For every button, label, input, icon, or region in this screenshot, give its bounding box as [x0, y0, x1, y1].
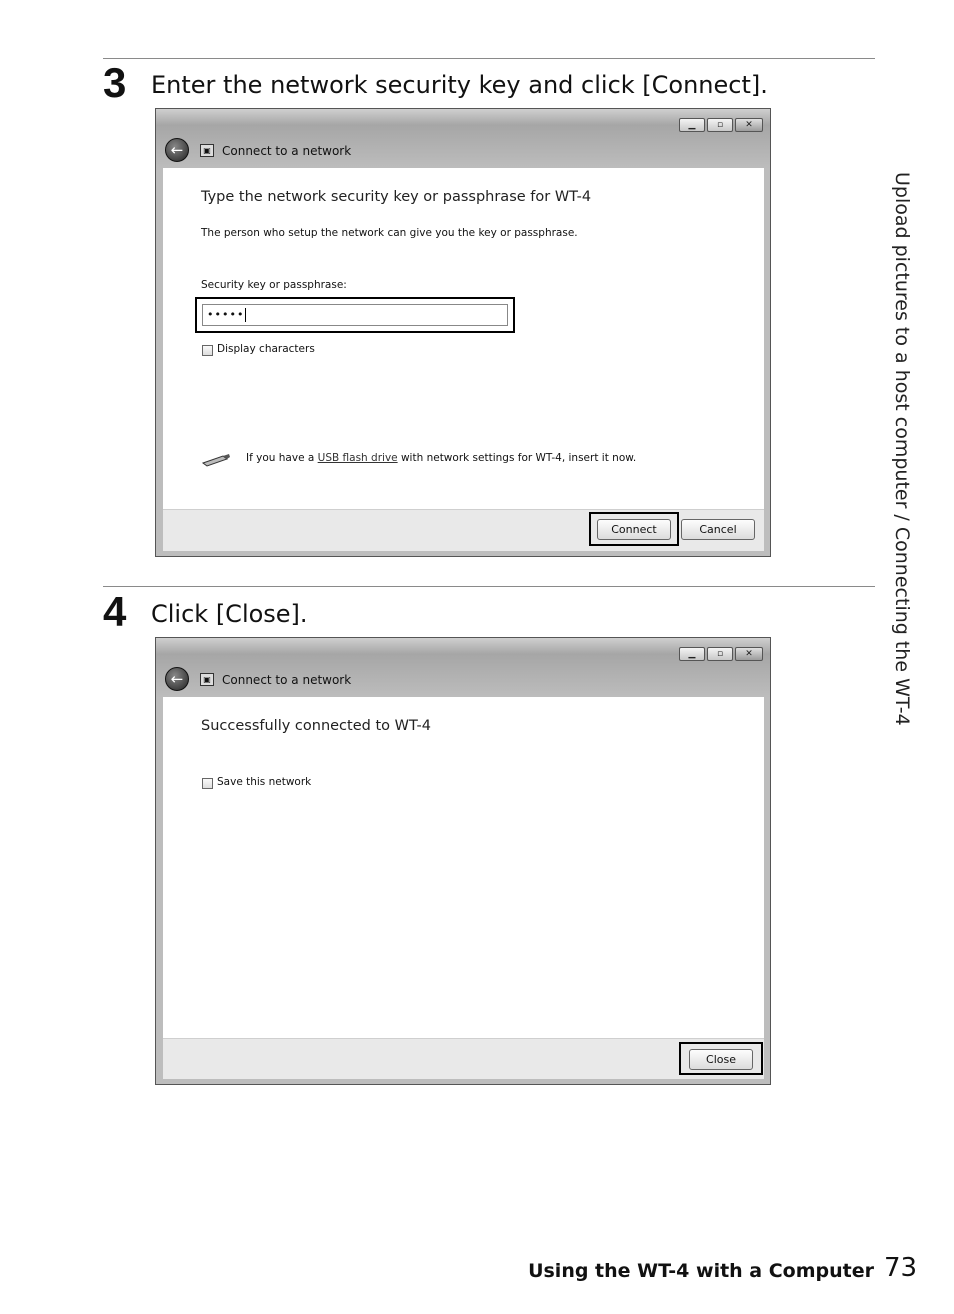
connect-dialog [155, 108, 771, 557]
connect-button[interactable]: Connect [597, 519, 671, 540]
usb-suffix: with network settings for WT-4, insert it now. [397, 452, 637, 464]
page-number: 73 [884, 1253, 918, 1283]
checkbox-label: Save this network [217, 776, 312, 788]
window-controls [679, 647, 763, 661]
network-icon: ▣ [200, 673, 214, 686]
dialog-heading: Type the network security key or passphrase for WT-4 [201, 189, 592, 205]
top-rule [103, 58, 875, 59]
checkbox-label: Display characters [217, 343, 315, 355]
dialog-subtext: The person who setup the network can give you the key or passphrase. [201, 227, 578, 239]
save-network-checkbox[interactable] [202, 778, 213, 789]
field-highlight [195, 297, 515, 333]
window-title: Connect to a network [222, 673, 352, 687]
back-arrow-icon[interactable]: ← [165, 667, 189, 691]
section-sidebar: Upload pictures to a host computer / Connecting the WT-4 [891, 172, 913, 726]
usb-instruction [246, 452, 636, 464]
connect-highlight [589, 512, 679, 546]
minimize-icon[interactable]: ▁ [679, 118, 705, 132]
dialog-content [163, 697, 764, 1038]
step-instruction: Enter the network security key and click [Connect]. [151, 71, 768, 99]
footer-title: Using the WT-4 with a Computer [528, 1260, 874, 1282]
usb-prefix: If you have a [246, 452, 318, 464]
close-icon[interactable]: ✕ [735, 118, 763, 132]
field-label: Security key or passphrase: [201, 279, 347, 291]
back-arrow-icon[interactable]: ← [165, 138, 189, 162]
window-title: Connect to a network [222, 144, 352, 158]
dialog-content [163, 168, 764, 509]
step-number: 3 [103, 59, 127, 106]
maximize-icon[interactable]: ▫ [707, 118, 733, 132]
display-characters-checkbox[interactable] [202, 345, 213, 356]
security-key-input[interactable] [202, 304, 508, 326]
cancel-button[interactable]: Cancel [681, 519, 755, 540]
dialog-heading: Successfully connected to WT-4 [201, 718, 431, 734]
security-key-value: ••••• [207, 308, 245, 321]
close-button[interactable]: Close [689, 1049, 753, 1070]
minimize-icon[interactable]: ▁ [679, 647, 705, 661]
maximize-icon[interactable]: ▫ [707, 647, 733, 661]
close-highlight [679, 1042, 763, 1075]
step-instruction: Click [Close]. [151, 600, 308, 628]
usb-flash-drive-link[interactable]: USB flash drive [317, 452, 398, 464]
step-number: 4 [103, 588, 127, 635]
window-controls [679, 118, 763, 132]
success-dialog [155, 637, 771, 1085]
usb-drive-icon [201, 453, 231, 467]
dialog-footer [163, 509, 764, 551]
network-icon: ▣ [200, 144, 214, 157]
text-caret [245, 308, 246, 322]
dialog-footer [163, 1038, 764, 1079]
close-icon[interactable]: ✕ [735, 647, 763, 661]
middle-rule [103, 586, 875, 587]
